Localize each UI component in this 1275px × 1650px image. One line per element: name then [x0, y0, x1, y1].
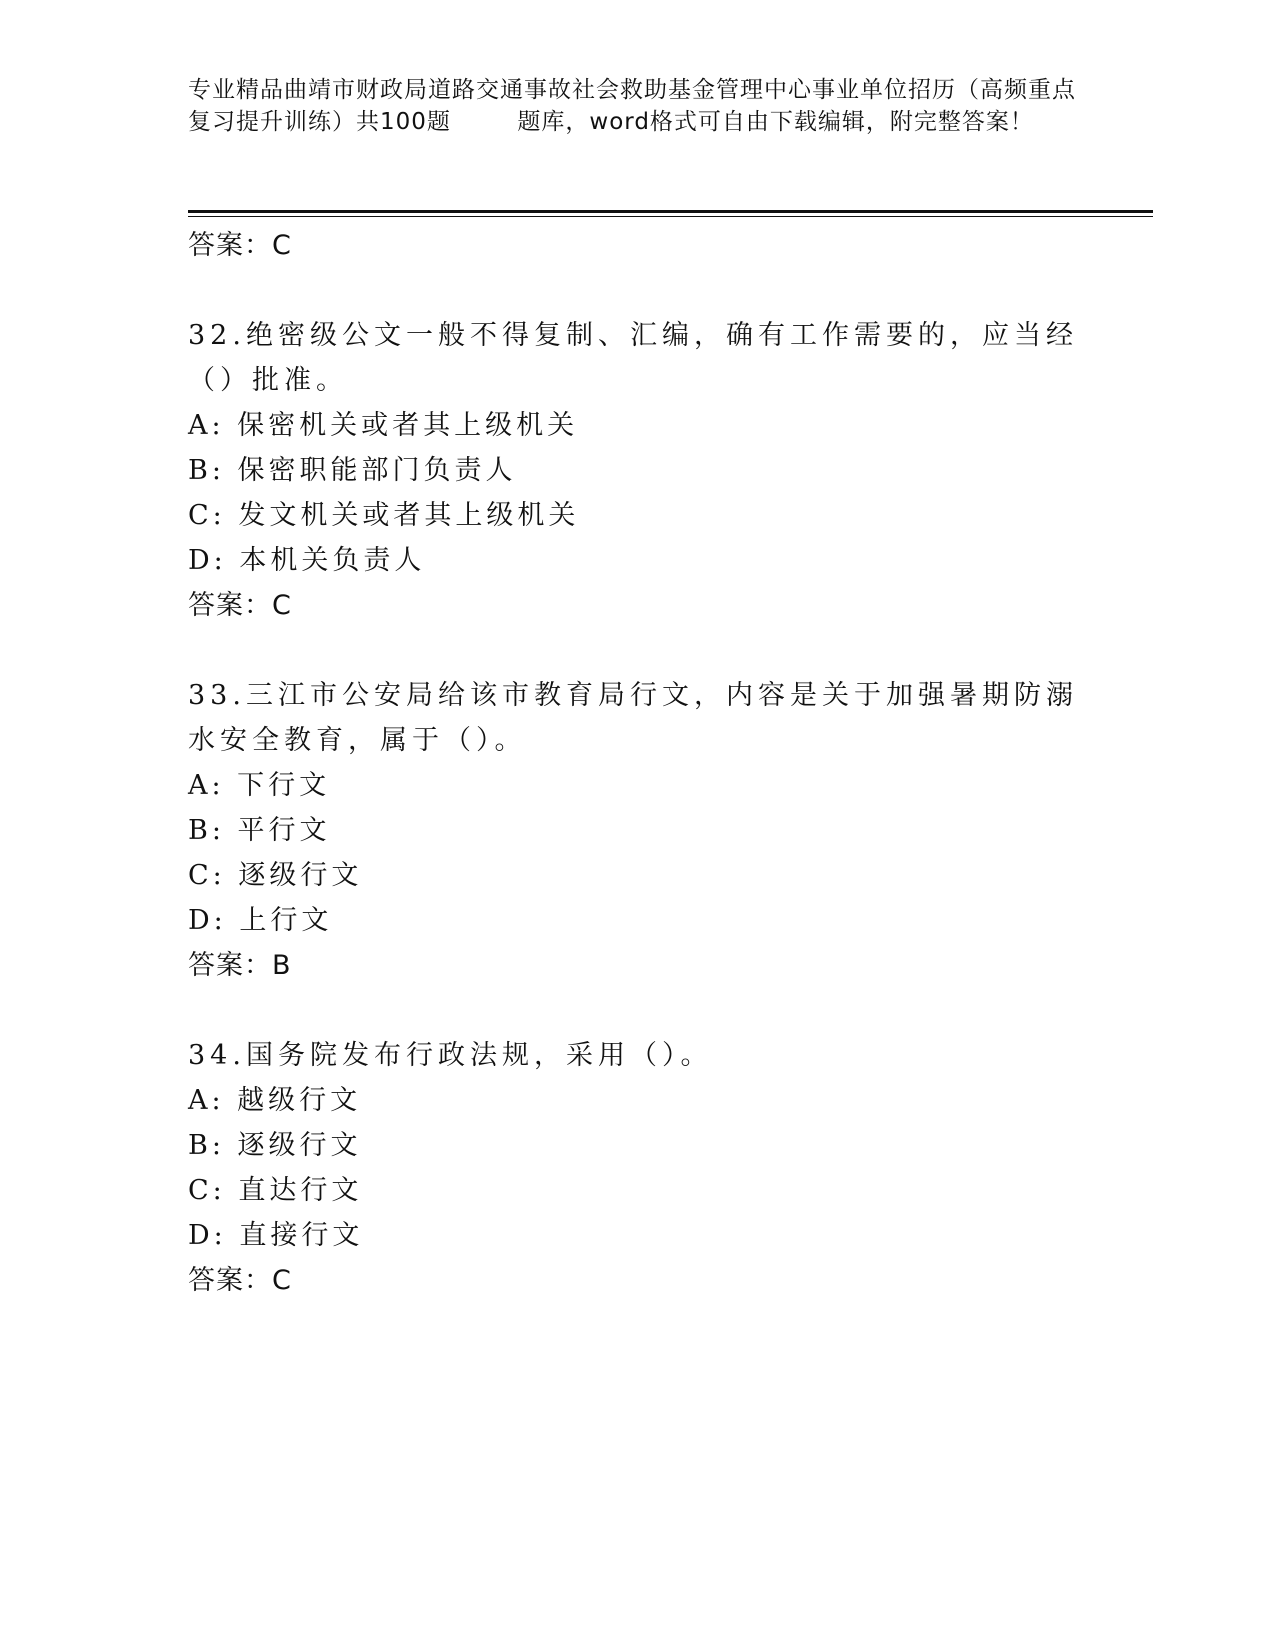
option-d: D: 本机关负责人 — [188, 545, 426, 576]
question-item — [188, 1033, 1088, 1303]
option-b: B: 保密职能部门负责人 — [188, 455, 517, 486]
header-divider-thin — [188, 216, 1153, 217]
question-text: 33.三江市公安局给该市教育局行文，内容是关于加强暑期防溺水安全教育，属于（）。 — [188, 680, 1078, 756]
option-c: C: 直达行文 — [188, 1175, 363, 1206]
header-divider-thick — [188, 210, 1153, 213]
document-header: 专业精品曲靖市财政局道路交通事故社会救助基金管理中心事业单位招历（高频重点复习提升训练）共100题 题库，word格式可自由下载编辑，附完整答案！ — [188, 77, 1076, 135]
question-text: 32.绝密级公文一般不得复制、汇编，确有工作需要的，应当经（）批准。 — [188, 320, 1078, 396]
option-a: A: 越级行文 — [188, 1085, 362, 1116]
answer-line: 答案：B — [188, 950, 292, 981]
option-a: A: 下行文 — [188, 770, 331, 801]
option-d: D: 直接行文 — [188, 1220, 364, 1251]
option-c: C: 发文机关或者其上级机关 — [188, 500, 580, 531]
option-b: B: 平行文 — [188, 815, 331, 846]
question-item — [188, 673, 1088, 988]
option-c: C: 逐级行文 — [188, 860, 363, 891]
option-a: A: 保密机关或者其上级机关 — [188, 410, 579, 441]
answer-line: 答案：C — [188, 1265, 292, 1296]
option-d: D: 上行文 — [188, 905, 333, 936]
question-list — [188, 223, 1088, 1303]
question-text: 34.国务院发布行政法规，采用（）。 — [188, 1040, 713, 1071]
answer-line: 答案：C — [188, 590, 292, 621]
question-item — [188, 313, 1088, 628]
option-b: B: 逐级行文 — [188, 1130, 362, 1161]
answer-line: 答案：C — [188, 230, 292, 261]
